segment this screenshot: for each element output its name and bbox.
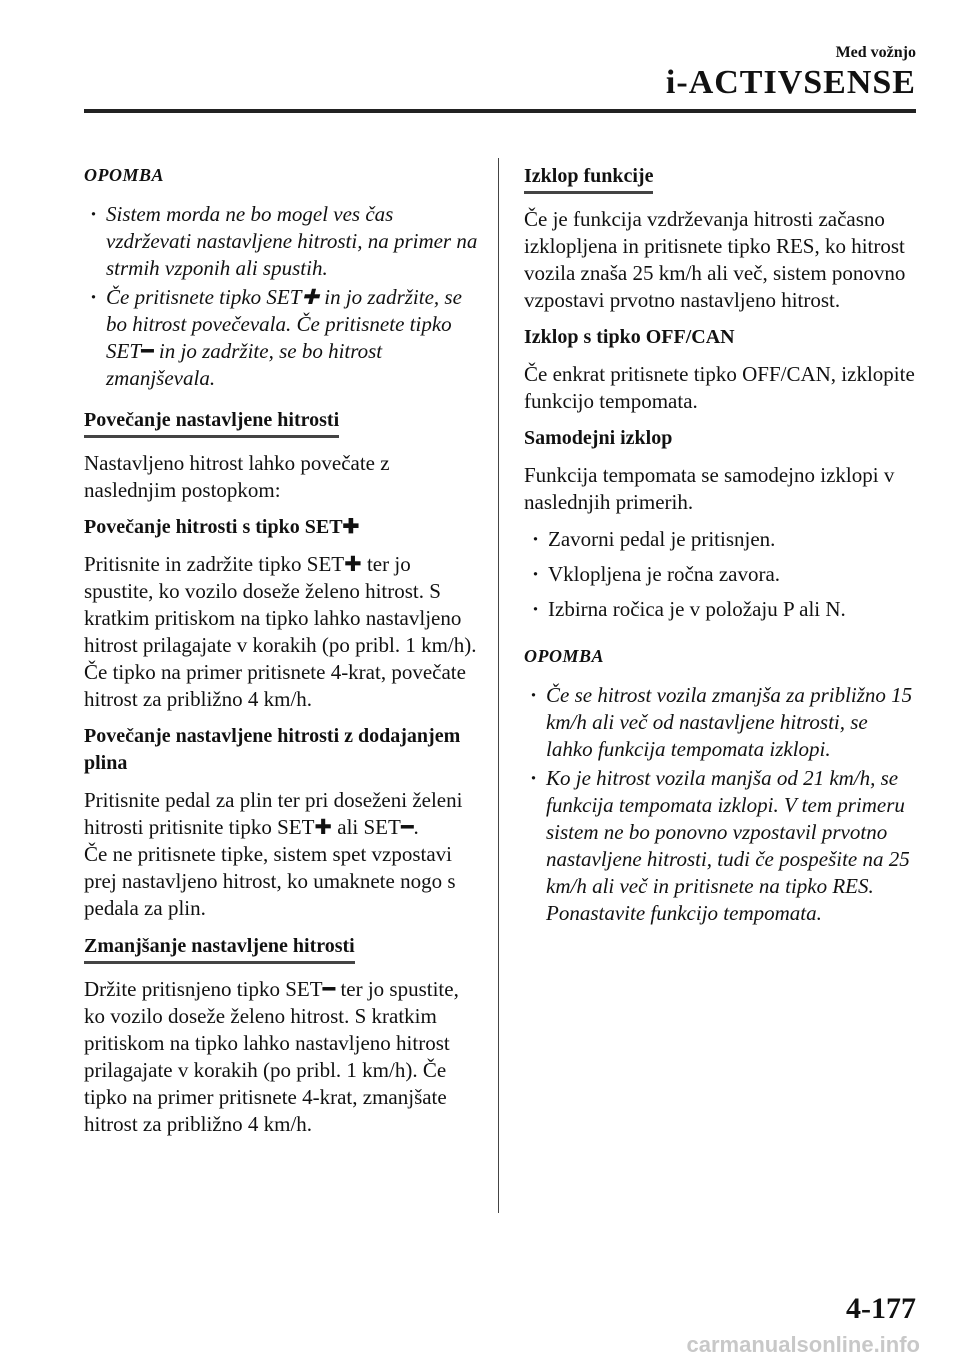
increase-sub1-heading: Povečanje hitrosti s tipko SET✚ bbox=[84, 516, 360, 538]
increase-intro: Nastavljeno hitrost lahko povečate z naslednjim postopkom: bbox=[84, 451, 390, 502]
note-title: OPOMBA bbox=[524, 646, 605, 666]
watermark: carmanualsonline.info bbox=[686, 1332, 920, 1357]
note-title: OPOMBA bbox=[84, 165, 165, 185]
increase-sub2-text: Pritisnite pedal za plin ter pri doseženi želeni hitrosti pritisnite tipko SET✚ ali SET━. bbox=[84, 788, 463, 839]
note-item: · Sistem morda ne bo mogel ves čas vzdrževati nastavljene hitrosti, na primer na strmih vzponih ali spustih. bbox=[84, 201, 479, 282]
offcan-text: Če enkrat pritisnete tipko OFF/CAN, izklopite funkcijo tempomata. bbox=[524, 362, 915, 413]
increase-heading: Povečanje nastavljene hitrosti bbox=[84, 407, 339, 438]
note-list bbox=[524, 682, 919, 927]
decrease-text: Držite pritisnjeno tipko SET━ ter jo spustite, ko vozilo doseže želeno hitrost. S kratkim pritiskom na tipko lahko nastavljeno hitrost prilagajate v korakih (po pribl. 1 km/h). Če tipko na primer pritisnete 4-krat, zmanjšate hitrost za približno 4 km/h. bbox=[84, 977, 459, 1136]
left-column bbox=[84, 162, 479, 1148]
auto-text: Funkcija tempomata se samodejno izklopi v naslednjih primerih. bbox=[524, 463, 895, 514]
right-column bbox=[524, 162, 919, 941]
auto-heading: Samodejni izklop bbox=[524, 427, 673, 449]
list-item: · Vklopljena je ročna zavora. bbox=[524, 561, 919, 588]
off-heading: Izklop funkcije bbox=[524, 163, 653, 194]
note-item: · Ko je hitrost vozila manjša od 21 km/h, se funkcija tempomata izklopi. V tem primeru sistem ne bo ponovno vzpostavil prvotno nastavljene hitrosti, tudi če pospešite na 25 km/h ali več in pritisnete na tipko RES. Ponastavite funkcijo tempomata. bbox=[524, 765, 919, 927]
auto-list bbox=[524, 526, 919, 623]
list-item: · Izbirna ročica je v položaju P ali N. bbox=[524, 596, 919, 623]
section-title: i-ACTIVSENSE bbox=[665, 64, 916, 101]
offcan-heading: Izklop s tipko OFF/CAN bbox=[524, 326, 735, 348]
note-item: · Če pritisnete tipko SET✚ in jo zadržite, se bo hitrost povečevala. Če pritisnete tipko SET━ in jo zadržite, se bo hitrost zmanjševala. bbox=[84, 284, 479, 392]
off-text: Če je funkcija vzdrževanja hitrosti začasno izklopljena in pritisnete tipko RES, ko hitrost vozila znaša 25 km/h ali več, sistem ponovno vzpostavi prvotno nastavljeno hitrost. bbox=[524, 207, 906, 312]
column-divider bbox=[498, 158, 499, 1213]
decrease-heading: Zmanjšanje nastavljene hitrosti bbox=[84, 933, 355, 964]
page-number: 4-177 bbox=[846, 1292, 916, 1325]
chapter-title: Med vožnjo bbox=[835, 44, 916, 61]
increase-sub2-text2: Če ne pritisnete tipke, sistem spet vzpostavi prej nastavljeno hitrost, ko umaknete nogo s pedala za plin. bbox=[84, 842, 456, 920]
header-rule bbox=[84, 109, 916, 113]
list-item: · Zavorni pedal je pritisnjen. bbox=[524, 526, 919, 553]
increase-sub2-heading: Povečanje nastavljene hitrosti z dodajanjem plina bbox=[84, 725, 461, 774]
note-list bbox=[84, 201, 479, 392]
note-item: · Če se hitrost vozila zmanjša za približno 15 km/h ali več od nastavljene hitrosti, se lahko funkcija tempomata izklopi. bbox=[524, 682, 919, 763]
increase-sub1-text: Pritisnite in zadržite tipko SET✚ ter jo spustite, ko vozilo doseže želeno hitrost. S kratkim pritiskom na tipko lahko nastavljeno hitrost prilagajate v korakih (po pribl. 1 km/h). Če tipko na primer pritisnete 4-krat, povečate hitrost za približno 4 km/h. bbox=[84, 552, 477, 711]
